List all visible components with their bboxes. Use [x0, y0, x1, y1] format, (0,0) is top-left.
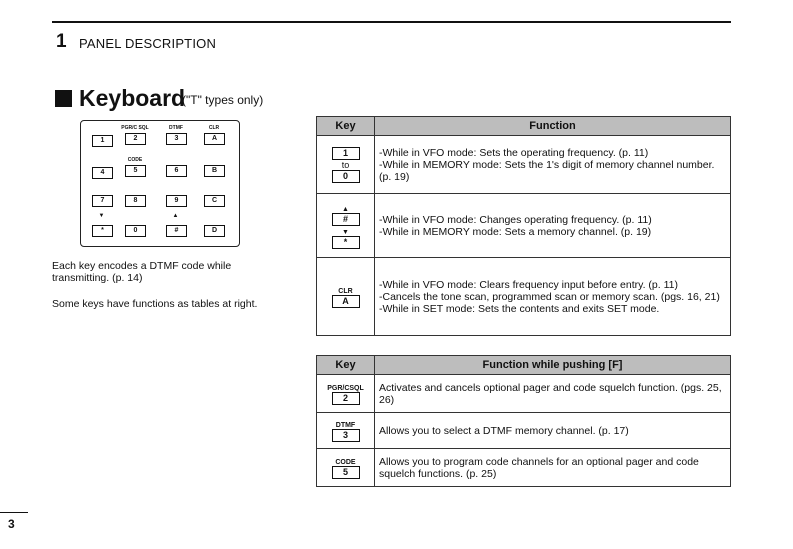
table-header-function: Function while pushing [F]: [375, 356, 731, 375]
keypad-label-clr: CLR: [208, 125, 220, 131]
key-label: PGR/CSQL: [327, 385, 364, 392]
key-label: CODE: [335, 459, 356, 466]
key-cell: [317, 449, 375, 487]
key-star: *: [332, 236, 360, 249]
key-cell: [317, 258, 375, 336]
table-row: [317, 258, 731, 336]
keypad-key: 5: [125, 165, 146, 177]
function-cell: Allows you to select a DTMF memory channel. (p. 17): [375, 413, 731, 449]
key-range-to: to: [341, 159, 350, 170]
keypad-key: 8: [125, 195, 146, 207]
function-table: [316, 116, 731, 336]
keypad-key: D: [204, 225, 225, 237]
keypad-key: 3: [166, 133, 187, 145]
note-dtmf: Each key encodes a DTMF code while transmitting. (p. 14): [52, 260, 232, 284]
key-1: 1: [332, 147, 360, 160]
keypad-key: 6: [166, 165, 187, 177]
function-line: -While in VFO mode: Clears frequency input before entry. (p. 11): [379, 278, 678, 291]
arrow-down-icon: ▼: [98, 213, 105, 219]
key-3: 3: [332, 429, 360, 442]
function-line: -While in SET mode: Sets the contents and exits SET mode.: [379, 302, 660, 315]
keypad-key: C: [204, 195, 225, 207]
keypad-key: A: [204, 133, 225, 145]
key-label-clr: CLR: [338, 288, 353, 295]
keypad-key: 2: [125, 133, 146, 145]
page-number: 3: [8, 517, 15, 531]
function-line: -While in VFO mode: Sets the operating frequency. (p. 11): [379, 146, 649, 159]
function-line: -While in MEMORY mode: Sets a memory channel. (p. 19): [379, 225, 652, 238]
arrow-up-icon: ▲: [172, 213, 179, 219]
section-bullet: [55, 90, 72, 107]
function-cell: [375, 194, 731, 258]
keypad-key: 4: [92, 167, 113, 179]
chapter-title: PANEL DESCRIPTION: [79, 36, 217, 51]
keypad-key: 7: [92, 195, 113, 207]
arrow-up-icon: ▲: [342, 205, 349, 213]
table-header-key: Key: [317, 117, 375, 136]
keypad-label-dtmf: DTMF: [169, 125, 183, 131]
key-0: 0: [332, 170, 360, 183]
table-header-key: Key: [317, 356, 375, 375]
function-cell: [375, 258, 731, 336]
arrow-down-icon: ▼: [342, 228, 349, 236]
key-label: DTMF: [335, 422, 356, 429]
function-cell: Allows you to program code channels for an optional pager and code squelch functions. (p. 25): [375, 449, 731, 487]
section-title: Keyboard: [79, 85, 186, 111]
key-2: 2: [332, 392, 360, 405]
function-f-table: [316, 355, 731, 487]
keypad-key: B: [204, 165, 225, 177]
keypad-key: 0: [125, 225, 146, 237]
key-5: 5: [332, 466, 360, 479]
function-cell: [375, 136, 731, 194]
key-cell: [317, 375, 375, 413]
page-number-rule: [0, 512, 28, 513]
keypad-key: 9: [166, 195, 187, 207]
keypad-illustration: [80, 120, 240, 247]
section-subtitle: ("T" types only): [182, 93, 264, 107]
function-line: -While in VFO mode: Changes operating frequency. (p. 11): [379, 213, 652, 226]
keypad-key: #: [166, 225, 187, 237]
table-row: [317, 194, 731, 258]
key-hash: #: [332, 213, 360, 226]
key-cell: [317, 136, 375, 194]
top-rule: [52, 21, 731, 23]
key-cell: [317, 194, 375, 258]
chapter-number: 1: [56, 31, 67, 52]
key-cell: [317, 413, 375, 449]
table-header-function: Function: [375, 117, 731, 136]
keypad-key: 1: [92, 135, 113, 147]
table-row: [317, 413, 731, 449]
keypad-label-code: CODE: [127, 157, 143, 163]
table-row: [317, 449, 731, 487]
function-cell: Activates and cancels optional pager and code squelch function. (pgs. 25, 26): [375, 375, 731, 413]
table-row: [317, 375, 731, 413]
key-a: A: [332, 295, 360, 308]
table-row: [317, 136, 731, 194]
note-tables: Some keys have functions as tables at right.: [52, 298, 258, 310]
function-line: -While in MEMORY mode: Sets the 1's digit of memory channel number. (p. 19): [379, 158, 715, 183]
keypad-label-pgr: PGR/C SQL: [121, 125, 149, 131]
keypad-key: *: [92, 225, 113, 237]
function-line: -Cancels the tone scan, programmed scan or memory scan. (pgs. 16, 21): [379, 290, 720, 303]
